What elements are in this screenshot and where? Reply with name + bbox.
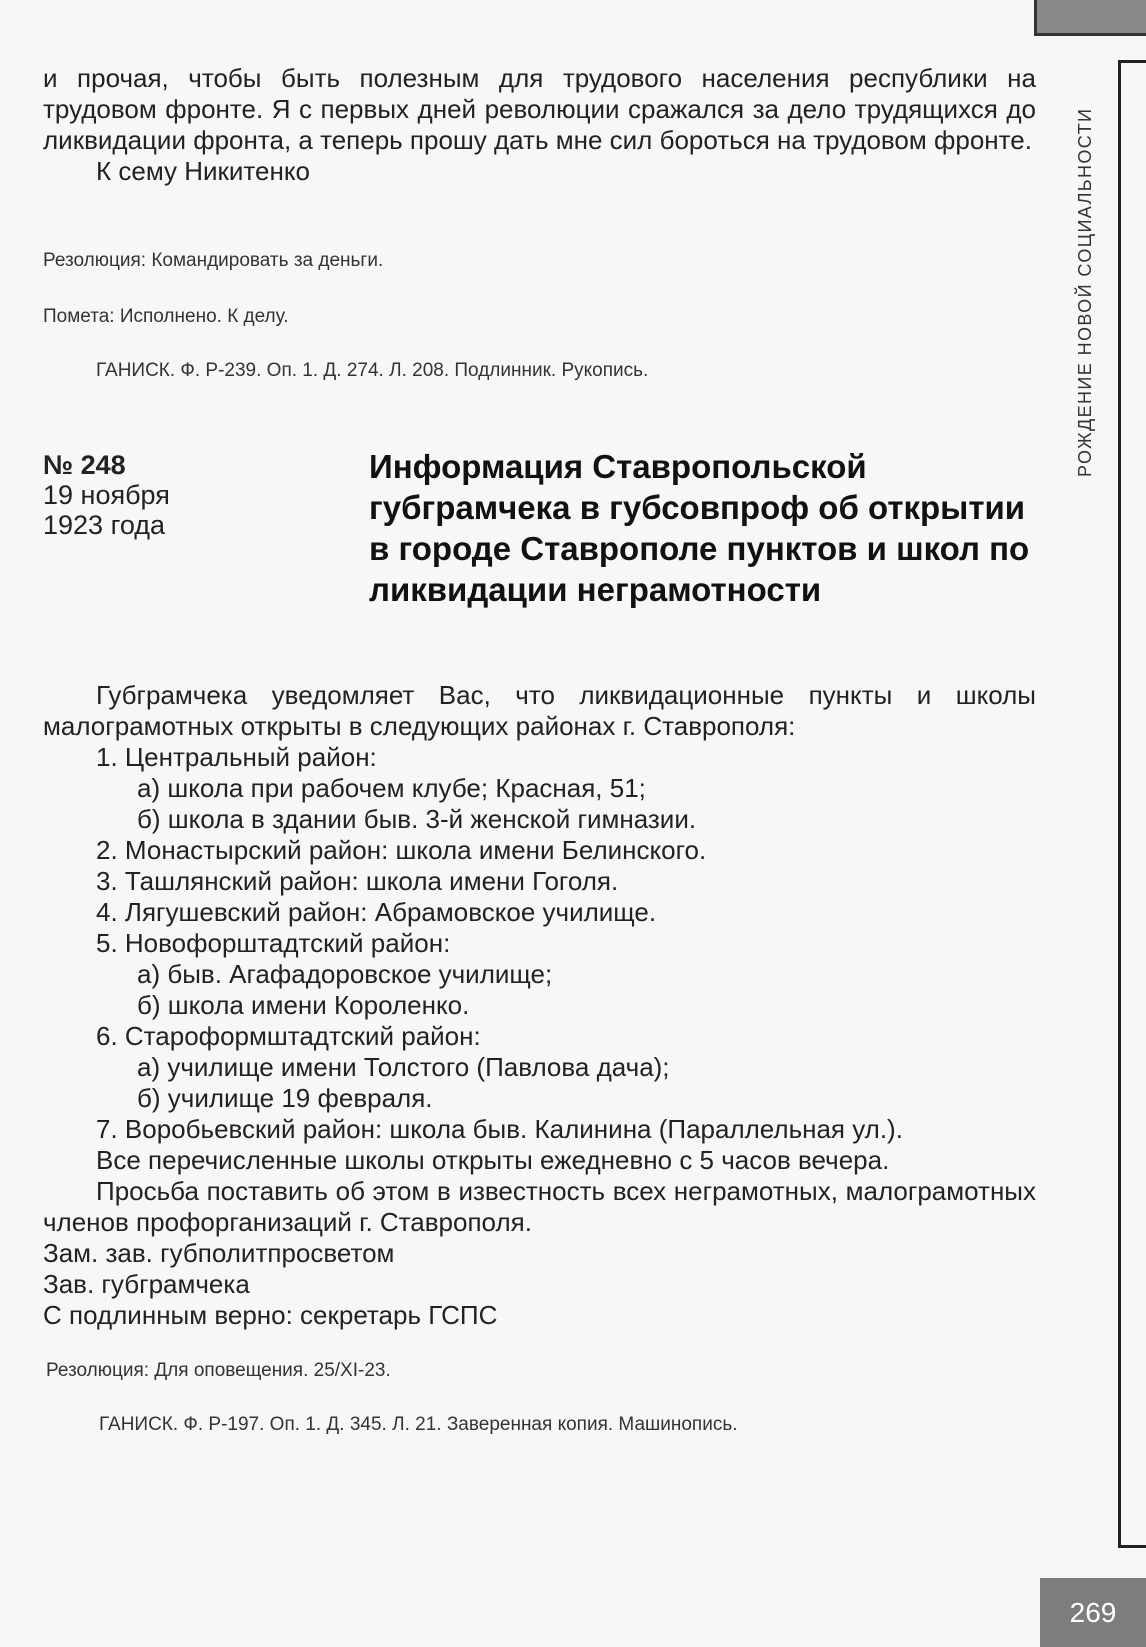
prev-doc-resolution: Резолюция: Командировать за деньги. [43, 250, 384, 271]
list-item: 5. Новофорштадтский район: [96, 928, 451, 958]
list-item: 4. Лягушевский район: Абрамовское училище. [96, 897, 657, 927]
list-item: 3. Ташлянский район: школа имени Гоголя. [96, 866, 619, 896]
header-corner-tab [1034, 0, 1146, 36]
doc-request: Просьба поставить об этом в известность всех неграмотных, малограмотных членов профорганизаций г. Ставрополя. [43, 1176, 1036, 1237]
list-item: б) училище 19 февраля. [137, 1083, 433, 1113]
doc-body [43, 680, 1036, 1331]
list-item: 7. Воробьевский район: школа быв. Калинина (Параллельная ул.). [96, 1114, 903, 1144]
doc-sign-deputy: Зам. зав. губполитпросветом [43, 1238, 395, 1268]
doc-resolution: Резолюция: Для оповещения. 25/XI-23. [46, 1360, 391, 1381]
prev-doc-note: Помета: Исполнено. К делу. [43, 306, 289, 327]
doc-date-day: 19 ноября [43, 480, 170, 510]
doc-intro: Губграмчека уведомляет Вас, что ликвидационные пункты и школы малограмотных открыты в следующих районах г. Ставрополя: [43, 680, 1036, 741]
list-item: а) училище имени Толстого (Павлова дача); [137, 1052, 670, 1082]
prev-doc-archive: ГАНИСК. Ф. Р-239. Оп. 1. Д. 274. Л. 208. Подлинник. Рукопись. [96, 360, 649, 381]
doc-archive: ГАНИСК. Ф. Р-197. Оп. 1. Д. 345. Л. 21. Заверенная копия. Машинопись. [99, 1414, 738, 1435]
doc-meta [43, 450, 170, 540]
list-item: а) школа при рабочем клубе; Красная, 51; [137, 773, 646, 803]
prev-doc-text [43, 63, 1036, 187]
doc-title: Информация Ставропольской губграмчека в губсовпроф об открытии в городе Ставрополе пунктов и школ по ликвидации неграмотности [369, 448, 1030, 608]
page-frame-border [1118, 60, 1146, 1548]
list-item: 6. Староформштадтский район: [96, 1021, 481, 1051]
doc-date-year: 1923 года [43, 510, 166, 540]
running-header: РОЖДЕНИЕ НОВОЙ СОЦИАЛЬНОСТИ [1075, 107, 1095, 477]
doc-sign-secretary: С подлинным верно: секретарь ГСПС [43, 1300, 498, 1330]
prev-doc-paragraph: и прочая, чтобы быть полезным для трудового населения республики на трудовом фронте. Я с первых дней революции сражался за дело трудящихся до ликвидации фронта, а теперь прошу дать мне сил бороться на трудовом фронте. [43, 63, 1036, 155]
prev-doc-signature: К сему Никитенко [96, 156, 310, 186]
page-number: 269 [1040, 1578, 1146, 1647]
doc-number: № 248 [43, 450, 126, 480]
list-item: 1. Центральный район: [96, 742, 377, 772]
doc-schedule: Все перечисленные школы открыты ежедневно с 5 часов вечера. [96, 1145, 890, 1175]
list-item: б) школа в здании быв. 3-й женской гимназии. [137, 804, 697, 834]
doc-sign-head: Зав. губграмчека [43, 1269, 250, 1299]
list-item: б) школа имени Короленко. [137, 990, 470, 1020]
list-item: а) быв. Агафадоровское училище; [137, 959, 553, 989]
list-item: 2. Монастырский район: школа имени Белинского. [96, 835, 707, 865]
district-list [43, 742, 1036, 1145]
